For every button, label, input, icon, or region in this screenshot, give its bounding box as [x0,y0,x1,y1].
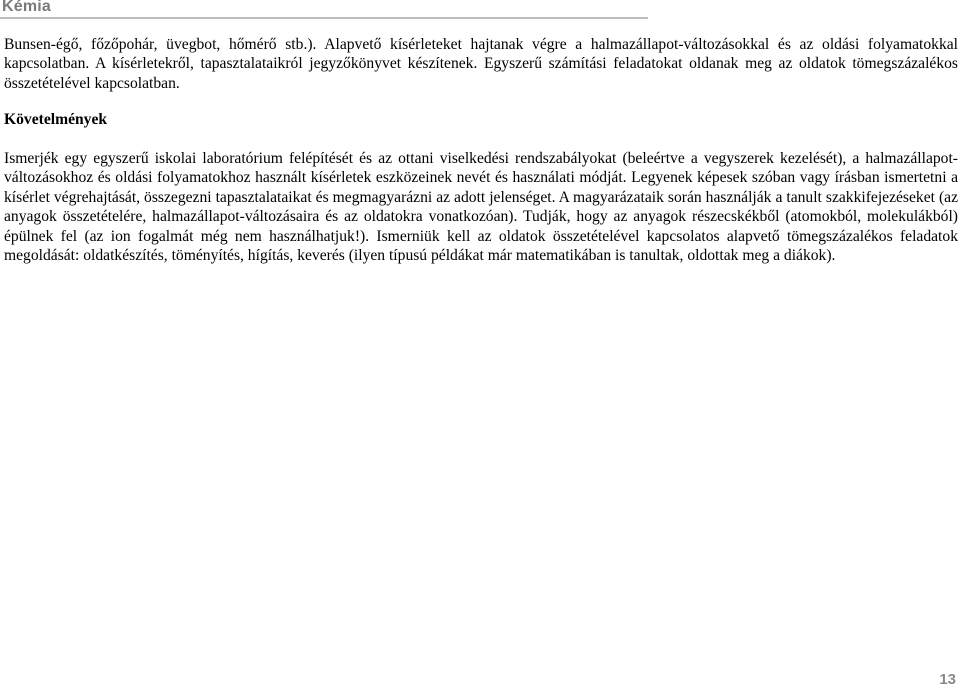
page-header [0,0,648,19]
intro-paragraph: Bunsen-égő, főzőpohár, üvegbot, hőmérő stb.). Alapvető kísérleteket hajtanak végre a halmazállapot-változásokkal és az oldási folyamatokkal kapcsolatban. A kísérletekről, tapasztalataikról jegyzőkönyvet készítenek. Egyszerű számítási feladatokat oldanak meg az oldatok tömegszázalékos összetételével kapcsolatban. [4,36,958,92]
requirements-paragraph: Ismerjék egy egyszerű iskolai laboratórium felépítését és az ottani viselkedési rendszabályokat (beleértve a vegyszerek kezelését), a halmazállapot-változásokhoz és oldási folyamatokhoz használt kísérletek eszközeinek nevét és használati módját. Legyenek képesek szóban vagy írásban ismertetni a kísérlet végrehajtását, összegezni tapasztalataikat és megmagyarázni az adott jelenséget. A magyarázataik során használják a tanult szakkifejezéseket (az anyagok összetételére, halmazállapot-változásaira és az oldatokra vonatkozóan). Tudják, hogy az anyagok részecskékből (atomokból, molekulákból) épülnek fel (az ion fogalmát még nem használhatjuk!). Ismerniük kell az oldatok összetételével kapcsolatos alapvető tömegszázalékos feladatok megoldását: oldatkészítés, töményítés, hígítás, keverés (ilyen típusú példákat már matematikában is tanultak, oldottak meg a diákok). [4,150,958,265]
page-number: 13 [939,671,956,688]
header-title: Kémia [2,0,52,15]
section-heading-requirements: Követelmények [4,111,108,128]
